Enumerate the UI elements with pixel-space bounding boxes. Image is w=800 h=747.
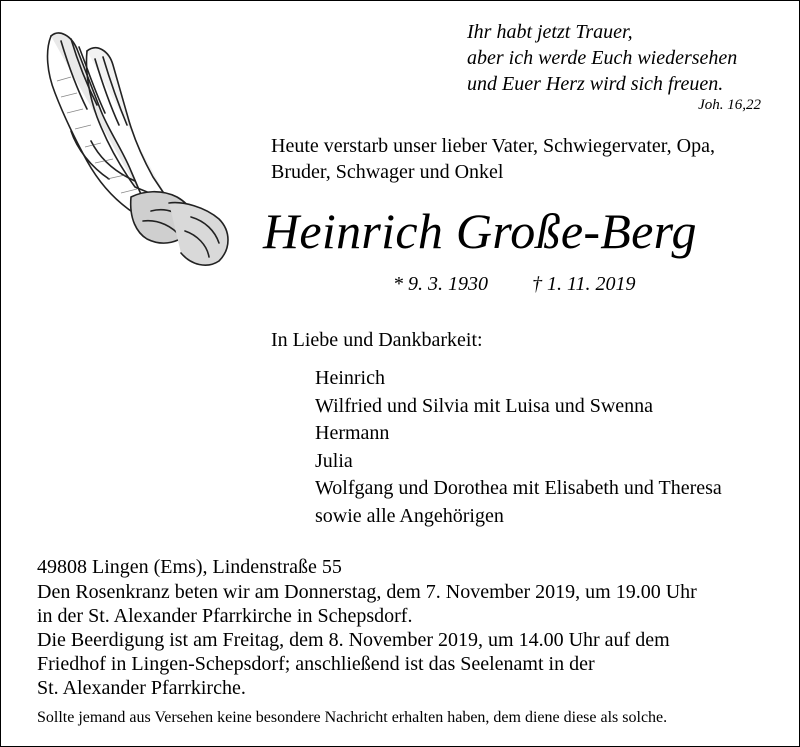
mourner-item: sowie alle Angehörigen <box>315 504 504 527</box>
praying-hands-icon <box>31 21 241 271</box>
quote-line: und Euer Herz wird sich freuen. <box>467 73 724 95</box>
mourner-item: Wolfgang und Dorothea mit Elisabeth und Theresa <box>315 477 722 499</box>
quote-reference: Joh. 16,22 <box>698 97 761 113</box>
thanks-heading: In Liebe und Dankbarkeit: <box>271 329 483 351</box>
mourner-item: Julia <box>315 449 353 472</box>
death-date: † 1. 11. 2019 <box>532 273 636 295</box>
birth-date: * 9. 3. 1930 <box>393 273 488 295</box>
deceased-name: Heinrich Große-Berg <box>263 203 697 259</box>
mourner-item: Hermann <box>315 422 390 444</box>
family-address: 49808 Lingen (Ems), Lindenstraße 55 <box>37 556 342 578</box>
funeral-line: St. Alexander Pfarrkirche. <box>37 677 246 699</box>
rosary-info <box>37 580 777 628</box>
funeral-info <box>37 628 777 700</box>
quote-line: Ihr habt jetzt Trauer, <box>467 21 633 43</box>
rosary-line: Den Rosenkranz beten wir am Donnerstag, dem 7. November 2019, um 19.00 Uhr <box>37 581 697 603</box>
notice-footer: Sollte jemand aus Versehen keine besondere Nachricht erhalten haben, dem diene diese als solche. <box>37 709 668 726</box>
funeral-line: Die Beerdigung ist am Freitag, dem 8. November 2019, um 14.00 Uhr auf dem <box>37 629 670 651</box>
rosary-line: in der St. Alexander Pfarrkirche in Schepsdorf. <box>37 605 413 627</box>
intro-line: Bruder, Schwager und Onkel <box>271 161 504 183</box>
bible-quote <box>467 19 787 97</box>
life-dates <box>393 271 773 297</box>
mourner-item: Heinrich <box>315 367 385 389</box>
funeral-line: Friedhof in Lingen-Schepsdorf; anschließend ist das Seelenamt in der <box>37 653 595 675</box>
quote-line: aber ich werde Euch wiedersehen <box>467 47 738 69</box>
mourner-item: Wilfried und Silvia mit Luisa und Swenna <box>315 394 654 417</box>
mourners-list <box>315 365 785 530</box>
intro-text <box>271 133 791 185</box>
intro-line: Heute verstarb unser lieber Vater, Schwiegervater, Opa, <box>271 135 715 157</box>
